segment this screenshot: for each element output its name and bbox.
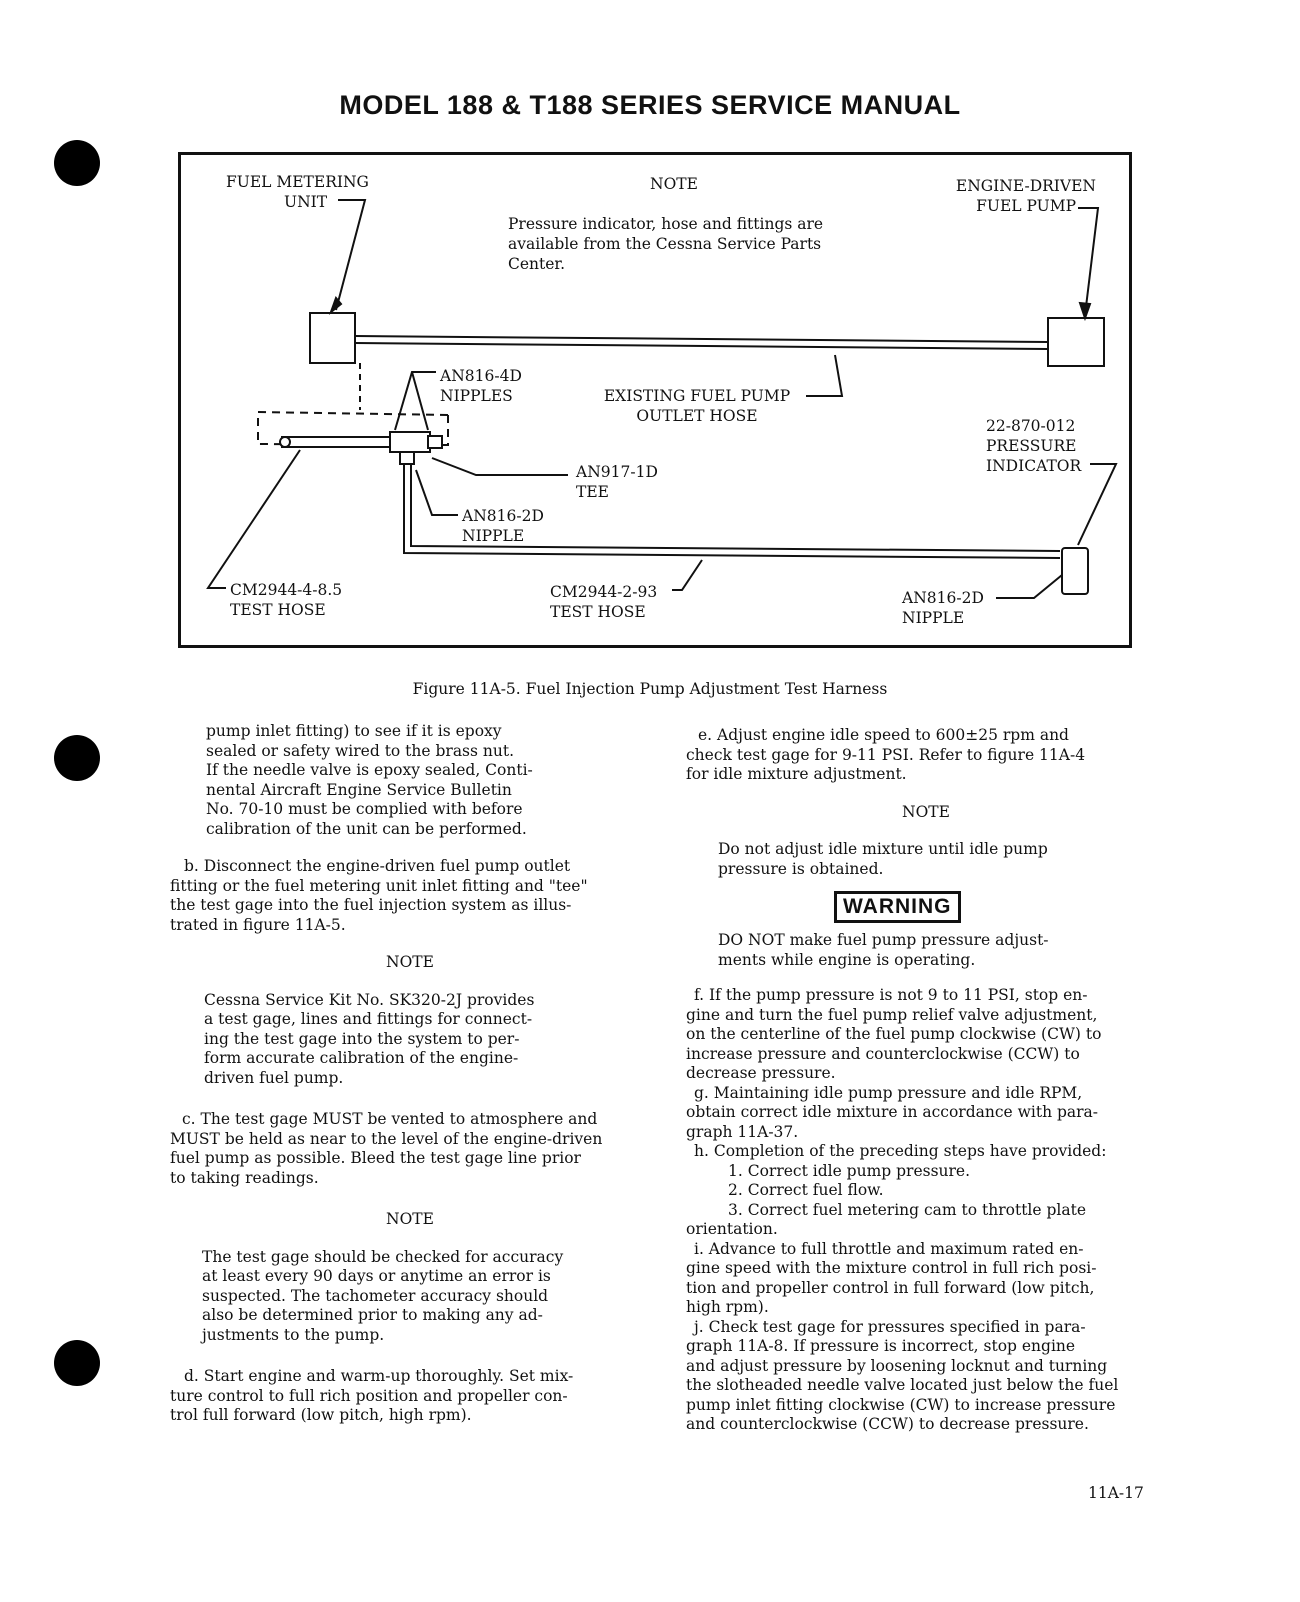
label-an816-2d-upper: AN816-2D NIPPLE xyxy=(462,507,544,545)
note-1-title: NOTE xyxy=(386,953,434,971)
page-number: 11A-17 xyxy=(1088,1484,1144,1502)
label-an816-4d: AN816-4D NIPPLES xyxy=(440,367,522,405)
figure-note-title: NOTE xyxy=(650,175,698,193)
engine-pump-leader xyxy=(1078,208,1098,315)
an816-2d-upper-leader xyxy=(416,470,458,515)
step-j: j. Check test gage for pressures specified in para- graph 11A-8. If pressure is incorrect, stop engine and adjust pressure by loosening locknut and turning the slotheaded needle valve located just below the fuel pump inlet fitting clockwise (CW) to increase pressure and counterclockwise (CCW) to decrease pressure. xyxy=(686,1317,1119,1433)
label-cm2944-4: CM2944-4-8.5 TEST HOSE xyxy=(230,581,343,619)
step-g: g. Maintaining idle pump pressure and idle RPM, obtain correct idle mixture in accordance with para- graph 11A-37. xyxy=(686,1083,1099,1141)
intro-paragraph: pump inlet fitting) to see if it is epoxy sealed or safety wired to the brass nut. If the needle valve is epoxy sealed, Conti- nental Aircraft Engine Service Bulletin No. 70-10 must be complied with before calibration of the unit can be performed. xyxy=(206,722,533,838)
list-item: 2. Correct fuel flow. xyxy=(728,1181,884,1199)
note-2-text: The test gage should be checked for accuracy at least every 90 days or anytime an error is suspected. The tachometer accuracy should also be determined prior to making any ad- justments to the pump. xyxy=(202,1247,564,1344)
note-2-title: NOTE xyxy=(386,1210,434,1228)
an917-tee xyxy=(390,432,430,452)
cm2944-2-leader xyxy=(672,560,702,590)
existing-hose-line xyxy=(355,336,1048,342)
binder-hole-bottom xyxy=(54,1340,100,1386)
label-pressure-indicator: 22-870-012 PRESSURE INDICATOR xyxy=(986,417,1082,475)
an816-2d-lower-leader xyxy=(996,575,1062,598)
fuel-metering-leader xyxy=(336,200,365,310)
cm2944-4-leader xyxy=(208,450,300,588)
left-column xyxy=(170,722,650,1426)
step-b: b. Disconnect the engine-driven fuel pump outlet fitting or the fuel metering unit inlet fitting and "tee" the test gage into the fuel injection system as illus- trated in figure 11A-5. xyxy=(170,857,588,934)
cm2944-4-test-hose xyxy=(282,437,390,447)
warning-text: DO NOT make fuel pump pressure adjust- ments while engine is operating. xyxy=(718,931,1049,969)
pressure-indicator-leader xyxy=(1078,464,1116,545)
label-an816-2d-lower: AN816-2D NIPPLE xyxy=(902,589,984,627)
page-title: MODEL 188 & T188 SERIES SERVICE MANUAL xyxy=(339,90,961,120)
right-note-title: NOTE xyxy=(902,802,950,821)
list-item: 3. Correct fuel metering cam to throttle plate xyxy=(728,1200,1087,1219)
existing-hose-leader xyxy=(806,355,842,396)
step-h: h. Completion of the preceding steps have provided: 1. Correct idle pump pressure. 2. Correct fuel flow. 3. Correct fuel metering cam to throttle plate orientation. xyxy=(686,1142,1166,1240)
step-e: e. Adjust engine idle speed to 600±25 rpm and check test gage for 9-11 PSI. Refer to figure 11A-4 for idle mixture adjustment. xyxy=(686,726,1086,783)
step-c: c. The test gage MUST be vented to atmosphere and MUST be held as near to the level of the engine-driven fuel pump as possible. Bleed the test gage line prior to taking readings. xyxy=(170,1110,603,1187)
fuel-metering-unit-box xyxy=(310,313,355,363)
right-note-text: Do not adjust idle mixture until idle pump pressure is obtained. xyxy=(718,840,1048,878)
figure-caption: Figure 11A-5. Fuel Injection Pump Adjustment Test Harness xyxy=(412,680,888,698)
step-f: f. If the pump pressure is not 9 to 11 PSI, stop en- gine and turn the fuel pump relief valve adjustment, on the centerline of the fuel pump clockwise (CW) to increase pressure and counterclockwise (CCW) to decrease pressure. xyxy=(686,986,1102,1082)
figure-note-text: Pressure indicator, hose and fittings are available from the Cessna Service Parts Center. xyxy=(508,215,824,273)
label-engine-driven-pump: ENGINE-DRIVEN FUEL PUMP xyxy=(955,177,1096,215)
label-an917-tee: AN917-1D TEE xyxy=(576,463,658,501)
label-existing-hose: EXISTING FUEL PUMP OUTLET HOSE xyxy=(603,387,791,425)
an816-4d-leader xyxy=(395,372,436,430)
an917-leader xyxy=(432,458,568,475)
step-i: i. Advance to full throttle and maximum rated en- gine speed with the mixture control in full rich posi- tion and propeller control in full forward (low pitch, high rpm). xyxy=(686,1239,1097,1316)
binder-hole-middle xyxy=(54,735,100,781)
list-item: 1. Correct idle pump pressure. xyxy=(728,1161,971,1180)
right-column xyxy=(686,726,1166,1435)
warning-badge-wrap xyxy=(686,891,1166,923)
label-cm2944-2: CM2944-2-93 TEST HOSE xyxy=(550,583,658,621)
warning-badge: WARNING xyxy=(834,891,961,923)
pressure-indicator-box xyxy=(1062,548,1088,594)
note-1-text: Cessna Service Kit No. SK320-2J provides a test gage, lines and fittings for connect- ing the test gage into the system to per- form accurate calibration of the engine- driven fuel pump. xyxy=(204,990,535,1087)
step-d: d. Start engine and warm-up thoroughly. Set mix- ture control to full rich position and propeller con- trol full forward (low pitch, high rpm). xyxy=(170,1367,574,1424)
label-fuel-metering-unit: FUEL METERING UNIT xyxy=(226,173,369,211)
engine-driven-pump-box xyxy=(1048,318,1104,366)
